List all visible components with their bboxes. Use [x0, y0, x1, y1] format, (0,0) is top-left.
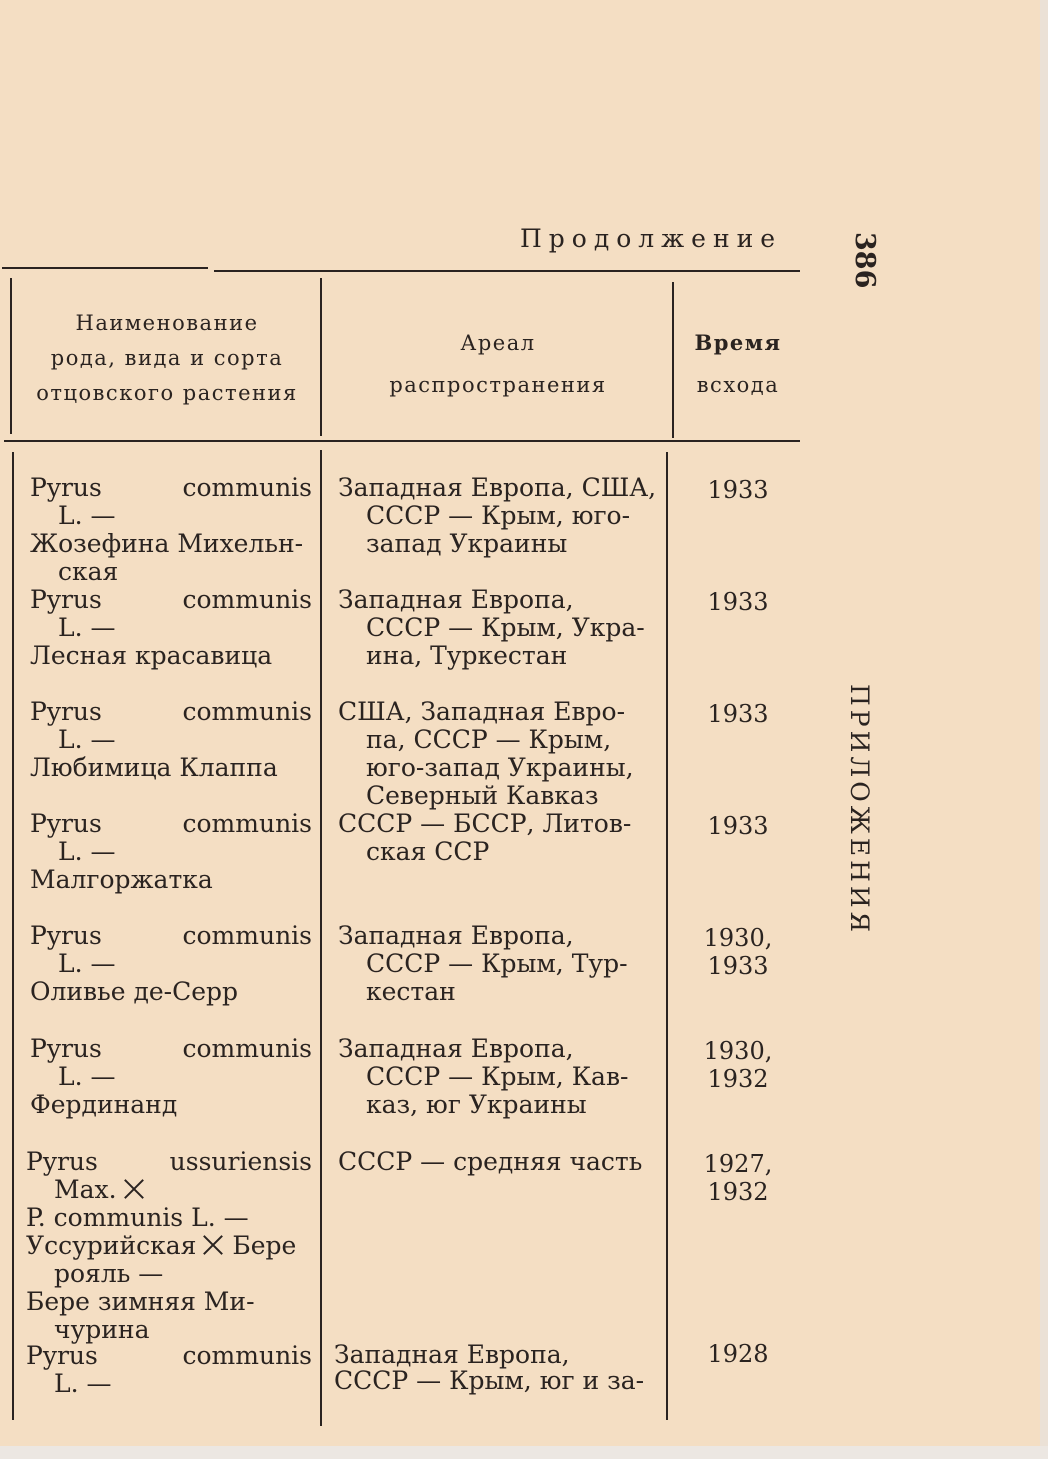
name-word: Pyrus: [30, 921, 102, 950]
hybrid-cross-icon: [123, 1178, 145, 1200]
name-line: L. —: [58, 501, 116, 530]
name-word: ussuriensis: [169, 1147, 312, 1176]
column-header-time: [676, 322, 800, 406]
continuation-label: Продолжение: [520, 224, 783, 253]
area-line: Западная Европа,: [338, 921, 574, 950]
area-line: ина, Туркестан: [366, 641, 568, 670]
page-number: 386: [849, 232, 880, 289]
name-line: чурина: [54, 1315, 150, 1344]
name-line: [30, 698, 312, 726]
table-row-name: [26, 1148, 312, 1344]
table-row-year: 1933: [707, 476, 769, 504]
table-row-year: 1933: [707, 700, 769, 728]
name-line: Любимица Клаппа: [30, 753, 278, 782]
area-line: юго-запад Украины,: [366, 753, 634, 782]
name-word: Pyrus: [30, 809, 102, 838]
area-line: СССР — БССР, Литов-: [338, 809, 632, 838]
area-line: Западная Европа,: [334, 1340, 570, 1369]
name-line: Жозефина Михельн-: [30, 529, 304, 558]
name-word: communis: [182, 1341, 312, 1370]
name-word: Pyrus: [30, 473, 102, 502]
table-row-name: [30, 1035, 312, 1119]
table-row-year: 1933: [707, 812, 769, 840]
header-line: Время: [694, 330, 782, 355]
top-rule-right: [214, 270, 800, 272]
table-row-name: [26, 1342, 312, 1398]
area-line: СССР — Крым, юг и за-: [334, 1366, 645, 1395]
name-line: L. —: [58, 1062, 116, 1091]
name-line: Max.: [26, 1176, 312, 1204]
area-line: кестан: [366, 977, 456, 1006]
name-line: [30, 586, 312, 614]
header-line: рода, вида и сорта: [50, 346, 284, 370]
table-row-area: [338, 810, 664, 866]
area-line: СССР — средняя часть: [338, 1147, 643, 1176]
table-row-area: [338, 1035, 664, 1119]
table-row-area: [338, 1148, 664, 1176]
area-line: СССР — Крым, юго-: [366, 501, 631, 530]
header-line: Наименование: [75, 311, 259, 335]
page-edge-bottom: [0, 1446, 1048, 1459]
table-row-year: 1928: [707, 1340, 769, 1368]
page-edge-right: [1040, 0, 1048, 1446]
column-header-name: [14, 306, 320, 411]
name-line: P. communis L. —: [26, 1203, 249, 1232]
table-row-year: 1930, 1932: [703, 1037, 773, 1093]
area-line: СССР — Крым, Кав-: [366, 1062, 629, 1091]
name-word: communis: [182, 697, 312, 726]
area-line: ская ССР: [366, 837, 490, 866]
name-word: communis: [182, 473, 312, 502]
name-line: L. —: [58, 725, 116, 754]
name-word: communis: [182, 1034, 312, 1063]
name-word: Pyrus: [26, 1341, 98, 1370]
header-line: всхода: [696, 373, 780, 397]
name-line: [30, 1035, 312, 1063]
table-row-year: 1930, 1933: [703, 924, 773, 980]
area-line: Северный Кавказ: [366, 781, 599, 810]
area-line: США, Западная Евро-: [338, 697, 626, 726]
name-line: [26, 1148, 312, 1176]
name-line: Фердинанд: [30, 1090, 178, 1119]
name-line: Оливье де-Серр: [30, 977, 239, 1006]
area-line: па, СССР — Крым,: [366, 725, 612, 754]
name-word: communis: [182, 585, 312, 614]
body-divider-1: [320, 450, 322, 1426]
header-divider-2: [672, 282, 674, 438]
area-line: каз, юг Украины: [366, 1090, 587, 1119]
name-line: L. —: [58, 949, 116, 978]
name-word: Pyrus: [30, 697, 102, 726]
table-row-name: [30, 810, 312, 894]
name-line: [30, 810, 312, 838]
table-row-name: [30, 586, 312, 670]
table-row-year: 1927, 1932: [703, 1150, 773, 1206]
section-side-label: ПРИЛОЖЕНИЯ: [845, 684, 874, 936]
body-left-border: [12, 452, 14, 1420]
area-line: Западная Европа,: [338, 585, 574, 614]
name-line: Уссурийская Бере: [26, 1231, 297, 1260]
column-header-area: [324, 322, 672, 406]
area-line: СССР — Крым, Тур-: [366, 949, 628, 978]
header-line: отцовского растения: [36, 381, 298, 405]
name-line: Лесная красавица: [30, 641, 273, 670]
name-line: L. —: [54, 1369, 112, 1398]
table-row-area: [338, 922, 664, 1006]
table-row-area: [338, 698, 664, 810]
header-divider-1: [320, 278, 322, 436]
table-row-year: 1933: [707, 588, 769, 616]
name-line: [30, 922, 312, 950]
header-bottom-rule: [4, 440, 800, 442]
area-line: СССР — Крым, Укра-: [366, 613, 645, 642]
hybrid-cross-icon: [202, 1234, 224, 1256]
table-row-name: [30, 922, 312, 1006]
table-row-area: [338, 586, 664, 670]
name-word: communis: [182, 921, 312, 950]
name-line: [30, 474, 312, 502]
name-line: рояль —: [54, 1259, 164, 1288]
name-word: Pyrus: [30, 1034, 102, 1063]
table-row-name: [30, 474, 312, 586]
header-left-border: [10, 278, 12, 434]
top-rule-left: [2, 267, 208, 269]
name-line: [26, 1342, 312, 1370]
name-word: Pyrus: [26, 1147, 98, 1176]
table-row-area: [338, 474, 664, 558]
name-line: Бере зимняя Ми-: [26, 1287, 255, 1316]
header-line: распространения: [389, 373, 607, 397]
name-line: Малгоржатка: [30, 865, 213, 894]
name-line: L. —: [58, 613, 116, 642]
name-line: ская: [58, 557, 119, 586]
area-line: Западная Европа,: [338, 1034, 574, 1063]
header-line: Ареал: [460, 331, 536, 355]
area-line: запад Украины: [366, 529, 568, 558]
area-line: Западная Европа, США,: [338, 473, 657, 502]
name-line: L. —: [58, 837, 116, 866]
table-row-area: [334, 1342, 660, 1394]
table-row-name: [30, 698, 312, 782]
name-word: Pyrus: [30, 585, 102, 614]
body-divider-2: [666, 452, 668, 1420]
name-word: communis: [182, 809, 312, 838]
